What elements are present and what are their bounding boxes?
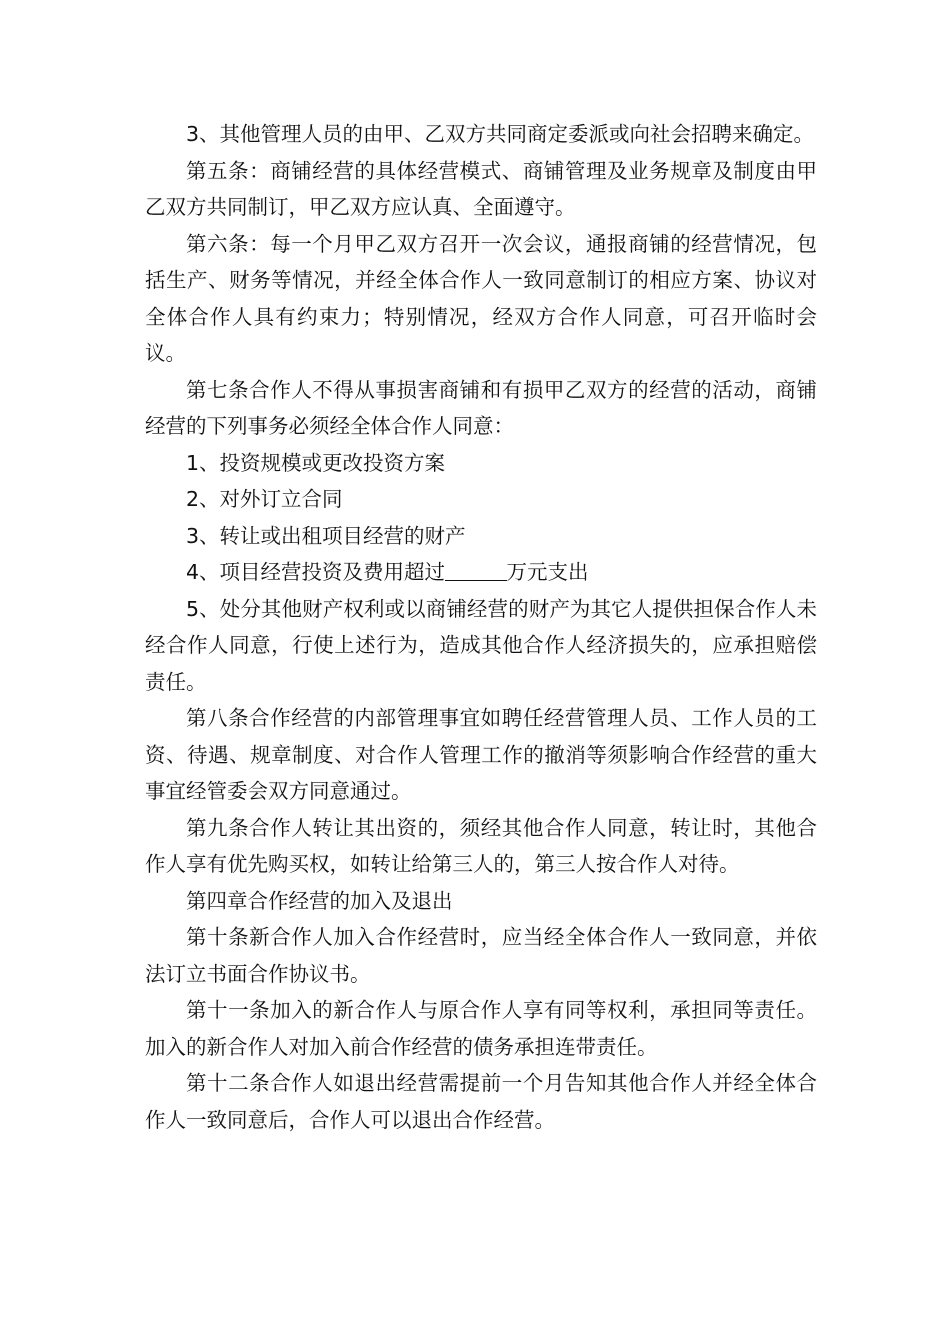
clause-paragraph: 5、处分其他财产权利或以商铺经营的财产为其它人提供担保合作人未经合作人同意，行使上述行为，造成其他合作人经济损失的，应承担赔偿责任。 [145, 596, 817, 694]
clause-paragraph: 第十一条加入的新合作人与原合作人享有同等权利，承担同等责任。加入的新合作人对加入前合作经营的债务承担连带责任。 [145, 998, 817, 1059]
item4-prefix: 4、项目经营投资及费用超过 [186, 560, 446, 584]
list-item: 3、转让或出租项目经营的财产 [186, 523, 466, 548]
clause-paragraph: 第七条合作人不得从事损害商铺和有损甲乙双方的经营的活动，商铺经营的下列事务必须经全体合作人同意： [145, 377, 817, 438]
clause-paragraph: 第五条：商铺经营的具体经营模式、商铺管理及业务规章及制度由甲乙双方共同制订，甲乙双方应认真、全面遵守。 [145, 158, 817, 219]
document-body [145, 116, 817, 1138]
list-item: 2、对外订立合同 [186, 487, 343, 511]
clause-paragraph: 3、其他管理人员的由甲、乙双方共同商定委派或向社会招聘来确定。 [186, 122, 815, 146]
clause-paragraph: 第十条新合作人加入合作经营时，应当经全体合作人一致同意，并依法订立书面合作协议书。 [145, 925, 817, 986]
item4-suffix: 万元支出 [506, 560, 589, 584]
clause-paragraph: 第八条合作经营的内部管理事宜如聘任经营管理人员、工作人员的工资、待遇、规章制度、对合作人管理工作的撤消等须影响合作经营的重大事宜经管委会双方同意通过。 [145, 706, 817, 803]
list-item: 1、投资规模或更改投资方案 [186, 450, 446, 475]
list-item [145, 554, 817, 591]
clause-paragraph: 第六条：每一个月甲乙双方召开一次会议，通报商铺的经营情况，包括生产、财务等情况，并经全体合作人一致同意制订的相应方案、协议对全体合作人具有约束力；特别情况，经双方合作人同意，可召开临时会议。 [145, 231, 817, 365]
clause-paragraph: 第十二条合作人如退出经营需提前一个月告知其他合作人并经全体合作人一致同意后，合作人可以退出合作经营。 [145, 1071, 817, 1132]
clause-paragraph: 第九条合作人转让其出资的，须经其他合作人同意，转让时，其他合作人享有优先购买权，如转让给第三人的，第三人按合作人对待。 [145, 815, 817, 876]
chapter-heading: 第四章合作经营的加入及退出 [186, 888, 453, 913]
amount-blank-line [445, 560, 507, 582]
